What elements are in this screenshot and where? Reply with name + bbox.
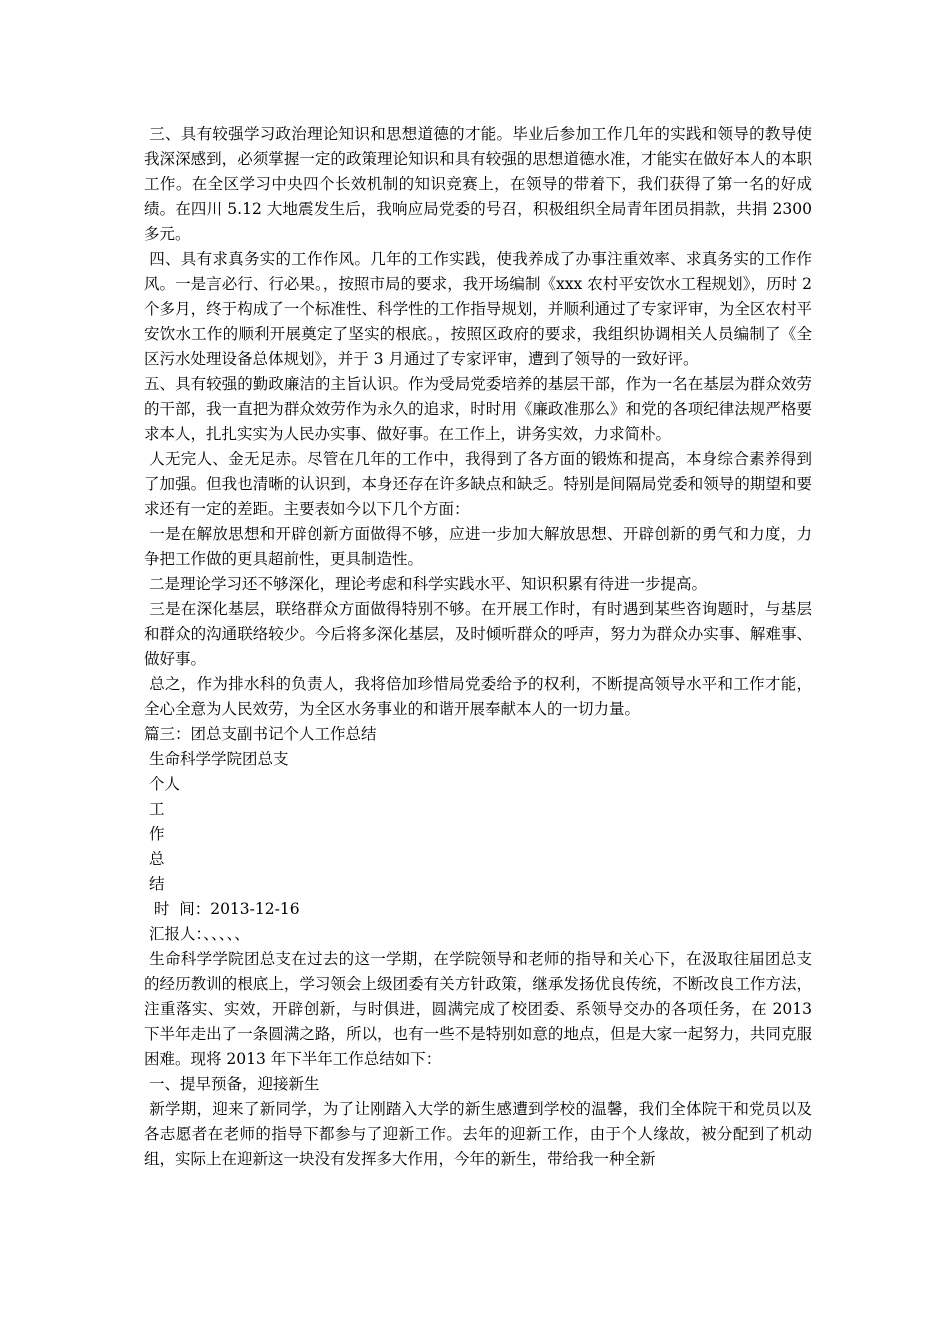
article-three-heading: 篇三：团总支副书记个人工作总结 [144,725,377,743]
title-line-jie: 结 [144,875,165,893]
paragraph-shortcoming-one: 一是在解放思想和开辟创新方面做得不够，应进一步加大解放思想、开辟创新的勇气和力度，力争把工作做的更具超前性，更具制造性。 [144,525,812,568]
paragraph-welcome-new-students: 新学期，迎来了新同学，为了让刚踏入大学的新生感遭到学校的温馨，我们全体院干和党员以及各志愿者在老师的指导下都参与了迎新工作。去年的迎新工作，由于个人缘故，被分配到了机动组，实际上在迎新这一块没有发挥多大作用，今年的新生，带给我一种全新 [144,1100,812,1168]
paragraph-summary-intro: 生命科学学院团总支在过去的这一学期，在学院领导和老师的指导和关心下，在汲取往届团总支的经历教训的根底上，学习领会上级团委有关方针政策，继承发扬优良传统，不断改良工作方法，注重落实、实效，开辟创新，与时俱进，圆满完成了校团委、系领导交办的各项任务，在 2013 下半年走出了一条圆满之路，所以，也有一些不是特别如意的地点，但是大家一起努力，共同克服困难。现将 2013 年下半年工作总结如下： [144,950,817,1068]
paragraph-shortcomings-intro: 人无完人、金无足赤。尽管在几年的工作中，我得到了各方面的锻炼和提高，本身综合素养得到了加强。但我也清晰的认识到，本身还存在许多缺点和缺乏。特别是间隔局党委和领导的期望和要求还有一定的差距。主要表如今以下几个方面： [144,450,812,518]
paragraph-shortcoming-three: 三是在深化基层，联络群众方面做得特别不够。在开展工作时，有时遇到某些咨询题时，与基层和群众的沟通联络较少。今后将多深化基层，及时倾听群众的呼声，努力为群众办实事、解难事、做好事。 [144,600,812,668]
paragraph-section-three: 三、具有较强学习政治理论知识和思想道德的才能。毕业后参加工作几年的实践和领导的教导使我深深感到，必须掌握一定的政策理论知识和具有较强的思想道德水准，才能实在做好本人的本职工作。在全区学习中央四个长效机制的知识竞赛上，在领导的带着下，我们获得了第一名的好成绩。在四川 5.12 大地震发生后，我响应局党委的号召，积极组织全局青年团员捐款，共捐 2300 多元。 [144,125,817,243]
paragraph-section-four: 四、具有求真务实的工作作风。几年的工作实践，使我养成了办事注重效率、求真务实的工作作风。一是言必行、行必果。，按照市局的要求，我开场编制《xxx 农村平安饮水工程规划》，历时 2 个多月，终于构成了一个标准性、科学性的工作指导规划，并顺利通过了专家评审，为全区农村平安饮水工作的顺利开展奠定了坚实的根底。，按照区政府的要求，我组织协调相关人员编制了《全区污水处理设备总体规划》，并于 3 月通过了专家评审，遭到了领导的一致好评。 [144,250,817,368]
paragraph-section-five: 五、具有较强的勤政廉洁的主旨认识。作为受局党委培养的基层干部，作为一名在基层为群众效劳的干部，我一直把为群众效劳作为永久的追求，时时用《廉政准那么》和党的各项纪律法规严格要求本人，扎扎实实为人民办实事、做好事。在工作上，讲务实效，力求简朴。 [144,375,812,443]
org-name-line: 生命科学学院团总支 [144,750,289,768]
section-heading-welcome: 一、提早预备，迎接新生 [144,1075,320,1093]
title-line-work: 工 [144,800,165,818]
title-line-personal: 个人 [144,775,180,793]
reporter-line: 汇报人：、、、、、 [144,925,250,943]
paragraph-shortcoming-two: 二是理论学习还不够深化，理论考虑和科学实践水平、知识积累有待进一步提高。 [144,575,707,593]
title-line-zuo: 作 [144,825,165,843]
paragraph-conclusion: 总之，作为排水科的负责人，我将倍加珍惜局党委给予的权利，不断提高领导水平和工作才能，全心全意为人民效劳，为全区水务事业的和谐开展奉献本人的一切力量。 [144,675,812,718]
date-line: 时 间：2013-12-16 [144,900,300,918]
document-page [144,122,817,1172]
title-line-zong: 总 [144,850,165,868]
